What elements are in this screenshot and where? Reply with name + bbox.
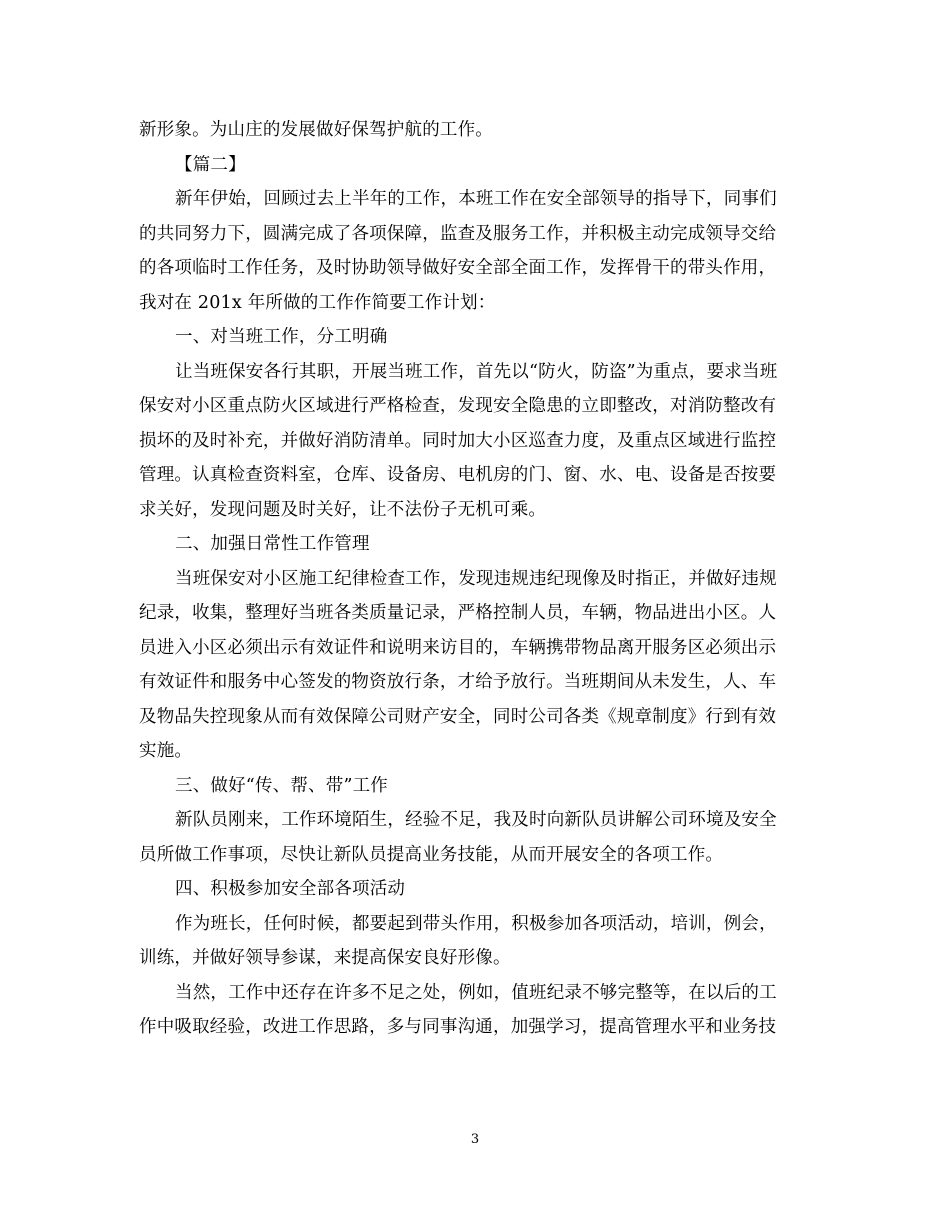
text-line: 员进入小区必须出示有效证件和说明来访目的，车辆携带物品离开服务区必须出示 [139, 637, 777, 658]
page-number: 3 [470, 1132, 480, 1147]
text-line: 三、做好“传、帮、带”工作 [175, 775, 388, 796]
text-line: 我对在 201x 年所做的工作作简要工作计划： [139, 292, 496, 313]
text-line: 的共同努力下，圆满完成了各项保障，监查及服务工作，并积极主动完成领导交给 [139, 223, 777, 244]
text-line: 让当班保安各行其职，开展当班工作，首先以“防火，防盗”为重点，要求当班 [175, 361, 778, 382]
text-line: 【篇二】 [175, 154, 246, 175]
body-text [139, 113, 811, 1045]
text-line: 当班保安对小区施工纪律检查工作，发现违规违纪现像及时指正，并做好违规 [175, 568, 777, 589]
text-line: 的各项临时工作任务，及时协助领导做好安全部全面工作，发挥骨干的带头作用， [139, 258, 777, 278]
text-line: 实施。 [139, 741, 193, 761]
text-line: 作中吸取经验，改进工作思路，多与同事沟通，加强学习，提高管理水平和业务技 [139, 1017, 777, 1037]
text-line: 作为班长，任何时候，都要起到带头作用，积极参加各项活动，培训，例会， [175, 913, 777, 934]
text-line: 新形象。为山庄的发展做好保驾护航的工作。 [139, 120, 493, 140]
text-line: 管理。认真检查资料室，仓库、设备房、电机房的门、窗、水、电、设备是否按要 [139, 465, 777, 485]
text-line: 有效证件和服务中心签发的物资放行条，才给予放行。当班期间从未发生，人、车 [139, 672, 777, 692]
document-body [139, 113, 811, 1045]
text-line: 新队员刚来，工作环境陌生，经验不足，我及时向新队员讲解公司环境及安全 [175, 810, 777, 830]
text-line: 当然，工作中还存在许多不足之处，例如，值班纪录不够完整等，在以后的工 [175, 982, 777, 1003]
text-line: 四、积极参加安全部各项活动 [175, 879, 406, 899]
text-line: 及物品失控现象从而有效保障公司财产安全，同时公司各类《规章制度》行到有效 [139, 706, 777, 727]
text-line: 训练，并做好领导参谋，来提高保安良好形像。 [139, 948, 511, 968]
text-line: 保安对小区重点防火区域进行严格检查，发现安全隐患的立即整改，对消防整改有 [139, 396, 777, 416]
text-line: 损坏的及时补充，并做好消防清单。同时加大小区巡查力度，及重点区域进行监控 [139, 430, 777, 451]
text-line: 新年伊始，回顾过去上半年的工作，本班工作在安全部领导的指导下，同事们 [175, 189, 777, 209]
text-line: 员所做工作事项，尽快让新队员提高业务技能，从而开展安全的各项工作。 [139, 844, 724, 865]
text-line: 二、加强日常性工作管理 [175, 534, 370, 554]
text-line: 求关好，发现问题及时关好，让不法份子无机可乘。 [139, 499, 547, 520]
text-line: 纪录，收集，整理好当班各类质量记录，严格控制人员，车辆，物品进出小区。人 [139, 603, 777, 623]
text-line: 一、对当班工作，分工明确 [175, 327, 388, 347]
